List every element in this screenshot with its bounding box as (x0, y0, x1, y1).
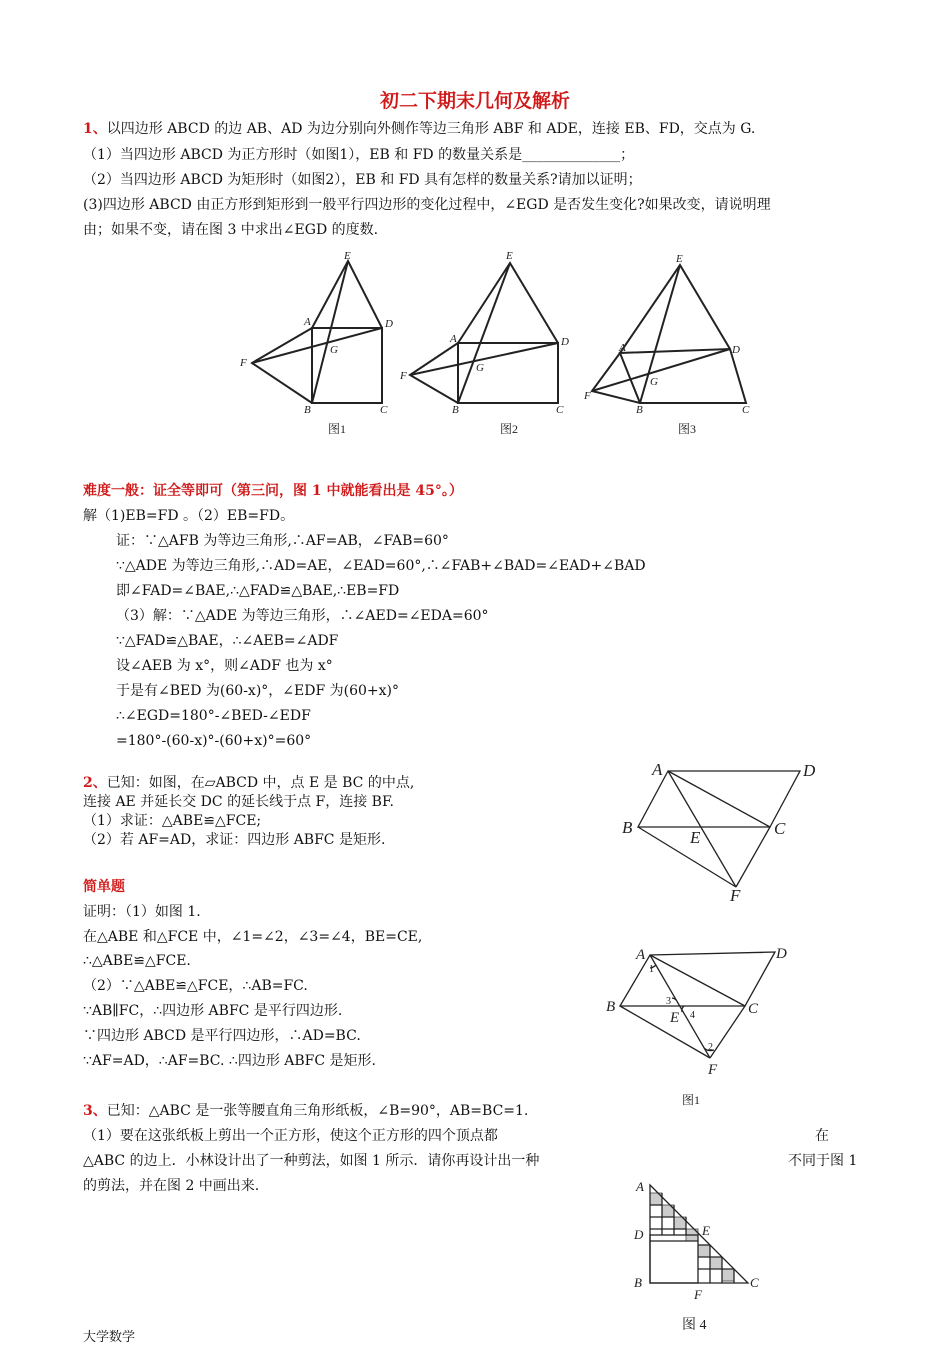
q2-solution-line: （2）∵△ABE≌△FCE，∴AB=FC. (83, 978, 308, 994)
fig1-label-c: C (380, 404, 388, 416)
q2-line1 (83, 773, 414, 793)
q1-solution-line: ∴∠EGD=180°-∠BED-∠EDF (116, 708, 311, 724)
q1-solution-line: 解（1)EB=FD 。（2）EB=FD。 (83, 508, 295, 524)
fig3-label-d: D (732, 344, 740, 356)
q3-line1 (83, 1101, 528, 1121)
q1-part2: （2）当四边形 ABCD 为矩形时（如图2），EB 和 FD 具有怎样的数量关系?请加以证明； (83, 172, 642, 188)
q2-line2: 连接 AE 并延长交 DC 的延长线于点 F，连接 BF. (83, 794, 394, 810)
fig1-label-f: F (240, 357, 247, 369)
q1-figures (230, 245, 760, 445)
q3-line3b: 不同于图 1 (788, 1153, 858, 1169)
fig2-label-f: F (400, 370, 407, 382)
q1-solution-line: =180°-(60-x)°-(60+x)°=60° (116, 733, 312, 749)
q2-label-c: C (774, 819, 786, 838)
q2-figure-1 (600, 940, 810, 1110)
fig1-label-b: B (304, 404, 311, 416)
q2-fig1-label-c: C (748, 1001, 759, 1017)
q2-fig1-angle-2: 2 (708, 1042, 713, 1053)
q3-label-e: E (702, 1223, 710, 1238)
q3-line4: 的剪法，并在图 2 中画出来. (83, 1178, 260, 1194)
q2-solution-line: 证明：（1）如图 1. (83, 904, 201, 920)
q1-figure-3 (592, 265, 746, 403)
q2-fig1-label-b: B (606, 999, 616, 1015)
q3-label-d: D (634, 1227, 644, 1242)
q2-line4: （2）若 AF=AD，求证：四边形 ABFC 是矩形. (83, 832, 386, 848)
q1-part3b: 由；如果不变，请在图 3 中求出∠EGD 的度数. (83, 222, 379, 238)
fig2-label-a: A (450, 333, 457, 345)
q1-text: 以四边形 ABCD 的边 AB、AD 为边分别向外侧作等边三角形 ABF 和 ADE，连接 EB、FD，交点为 G. (106, 121, 756, 137)
page-footer: 大学数学 (83, 1330, 136, 1345)
fig2-label-e: E (506, 250, 513, 262)
q2-fig1-label-d: D (776, 946, 787, 962)
q3-text: 已知：△ABC 是一张等腰直角三角形纸板，∠B=90°，AB=BC=1. (106, 1103, 529, 1119)
fig1-label-a: A (304, 316, 311, 328)
q2-solution-line: 在△ABE 和△FCE 中，∠1=∠2，∠3=∠4，BE=CE, (83, 929, 423, 945)
q2-solution-line: ∴△ABE≌△FCE. (83, 953, 191, 969)
q2-label-a: A (652, 760, 663, 779)
q1-solution-line: ∵△ADE 为等边三角形,∴AD=AE，∠EAD=60°,∴∠FAB+∠BAD=∠EAD+∠BAD (116, 558, 646, 574)
q3-figure-4 (628, 1175, 778, 1335)
fig3-label-c: C (742, 404, 750, 416)
q3-line2b: 在 (815, 1128, 829, 1144)
q1-difficulty: 难度一般：证全等即可（第三问，图 1 中就能看出是 45°。） (83, 483, 463, 499)
fig3-label-b: B (636, 404, 643, 416)
q2-solution-line: ∵AB∥FC，∴四边形 ABFC 是平行四边形. (83, 1003, 343, 1019)
fig3-label-f: F (584, 390, 591, 402)
q1-solution-line: 即∠FAD=∠BAE,∴△FAD≌△BAE,∴EB=FD (116, 583, 400, 599)
fig2-label-g: G (476, 362, 484, 374)
q1-solution-line: （3）解：∵△ADE 为等边三角形，∴∠AED=∠EDA=60° (116, 608, 489, 624)
q2-text: 已知：如图，在▱ABCD 中，点 E 是 BC 的中点, (106, 775, 415, 791)
q2-label-f: F (730, 886, 741, 905)
q2-label-e: E (690, 828, 701, 847)
q1-solution-line: ∵△FAD≌△BAE，∴∠AEB=∠ADF (116, 633, 339, 649)
q2-figure (610, 755, 830, 905)
page-title: 初二下期末几何及解析 (379, 90, 570, 112)
fig3-label-e: E (676, 253, 683, 265)
q2-solution-line: ∵AF=AD，∴AF=BC. ∴四边形 ABFC 是矩形. (83, 1053, 377, 1069)
q2-fig1-caption: 图1 (682, 1093, 701, 1107)
q3-label-c: C (750, 1275, 759, 1290)
fig1-caption: 图1 (328, 422, 347, 436)
q1-solution-line: 于是有∠BED 为(60-x)°，∠EDF 为(60+x)° (116, 683, 399, 699)
q3-line3a: △ABC 的边上．小林设计出了一种剪法，如图 1 所示．请你再设计出一种 (83, 1153, 540, 1169)
q2-label-b: B (622, 818, 633, 837)
q3-line2a: （1）要在这张纸板上剪出一个正方形，使这个正方形的四个顶点都 (83, 1128, 498, 1144)
fig2-label-b: B (452, 404, 459, 416)
fig3-label-g: G (650, 376, 658, 388)
q1-part3a: (3)四边形 ABCD 由正方形到矩形到一般平行四边形的变化过程中，∠EGD 是否发生变化?如果改变，请说明理 (83, 197, 771, 213)
q2-fig1-label-a: A (636, 947, 646, 963)
q1-part1: （1）当四边形 ABCD 为正方形时（如图1），EB 和 FD 的数量关系是______________； (83, 147, 635, 163)
fig2-caption: 图2 (500, 422, 519, 436)
q3-number: 3、 (83, 1103, 107, 1119)
q1-figure-1 (252, 261, 382, 403)
fig2-label-c: C (556, 404, 564, 416)
fig1-label-e: E (344, 250, 351, 262)
q3-label-a: A (636, 1179, 644, 1194)
q2-fig1-angle-1: 1 (649, 964, 654, 975)
q3-label-b: B (634, 1275, 642, 1290)
q2-line3: （1）求证：△ABE≌△FCE; (83, 813, 262, 829)
q2-fig1-angle-4: 4 (690, 1010, 695, 1021)
fig3-caption: 图3 (678, 422, 697, 436)
q1-statement (83, 119, 755, 139)
q2-number: 2、 (83, 775, 107, 791)
q3-label-f: F (694, 1287, 702, 1302)
q2-fig1-angle-3: 3 (666, 996, 671, 1007)
q1-figure-2 (410, 263, 558, 403)
q3-figure-caption: 图 4 (682, 1318, 707, 1333)
fig1-label-d: D (385, 318, 393, 330)
q2-solution-line: ∵四边形 ABCD 是平行四边形，∴AD=BC. (83, 1028, 361, 1044)
q1-solution-line: 证：∵△AFB 为等边三角形,∴AF=AB，∠FAB=60° (116, 533, 449, 549)
q2-fig1-label-e: E (670, 1010, 680, 1026)
q1-number: 1、 (83, 121, 107, 137)
q2-label-d: D (803, 761, 816, 780)
q2-difficulty: 简单题 (83, 879, 125, 895)
fig1-label-g: G (330, 344, 338, 356)
q1-solution-line: 设∠AEB 为 x°，则∠ADF 也为 x° (116, 658, 333, 674)
fig2-label-d: D (561, 336, 569, 348)
fig3-label-a: A (619, 342, 626, 354)
q2-fig1-label-f: F (708, 1062, 718, 1078)
